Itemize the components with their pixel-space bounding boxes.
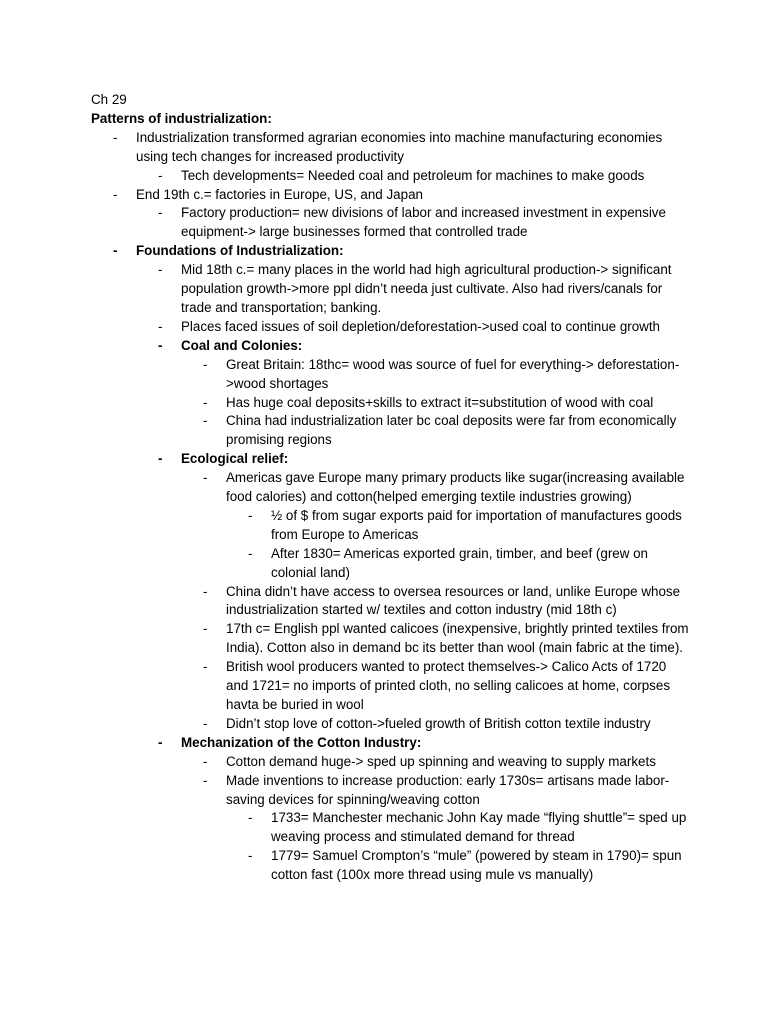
bullet-dash: - [158,167,163,183]
list-item-text: End 19th c.= factories in Europe, US, and Japan [136,186,423,202]
bullet-dash: - [248,545,253,561]
bullet-dash: - [203,772,208,788]
subsection-heading: Foundations of Industrialization: [136,243,344,259]
list-item-text: 1779= Samuel Crompton’s “mule” (powered by steam in 1790)= spun cotton fast (100x more thread using mule vs manually) [271,848,682,883]
list-item [136,337,691,450]
sub-list [136,167,691,186]
list-item [181,412,691,450]
list-item [91,129,691,186]
list-item [136,167,691,186]
list-item-text: Industrialization transformed agrarian economies into machine manufacturing economies using tech changes for increased productivity [136,129,663,164]
list-item [136,450,691,734]
list-item [91,186,691,243]
list-item [181,469,691,582]
bullet-dash: - [203,583,208,599]
list-item [226,809,691,847]
bullet-dash: - [248,848,253,864]
sub-list [226,809,691,885]
bullet-dash: - [203,715,208,731]
bullet-dash: - [203,413,208,429]
list-item-text: Cotton demand huge-> sped up spinning and weaving to supply markets [226,753,656,769]
list-item-text: China didn’t have access to oversea resources or land, unlike Europe whose industrialization started w/ textiles and cotton industry (mid 18th c) [226,583,681,618]
bullet-dash: - [113,243,118,259]
subsection-heading: Coal and Colonies: [181,337,303,353]
bullet-dash: - [158,318,163,334]
sub-list [136,261,691,885]
document-page [91,91,691,885]
bullet-dash: - [248,810,253,826]
list-item-text: Has huge coal deposits+skills to extract it=substitution of wood with coal [226,394,654,410]
bullet-dash: - [203,470,208,486]
sub-list [181,356,691,451]
list-item-text: After 1830= Americas exported grain, timber, and beef (grew on colonial land) [271,545,649,580]
bullet-dash: - [158,451,163,467]
list-item-text: British wool producers wanted to protect themselves-> Calico Acts of 1720 and 1721= no imports of printed cloth, no selling calicoes at home, corpses havta be buried in wool [226,659,671,712]
list-item-text: Americas gave Europe many primary products like sugar(increasing available food calories) and cotton(helped emerging textile industries growing) [226,470,685,505]
list-item [181,356,691,394]
list-item [181,658,691,715]
bullet-dash: - [203,753,208,769]
sub-list [181,469,691,734]
list-item-text: Mid 18th c.= many places in the world had high agricultural production-> significant population growth->more ppl didn’t needa just cultivate. Also had rivers/canals for trade and transportation; banking. [181,262,672,315]
bullet-dash: - [158,337,163,353]
sub-list [181,753,691,885]
list-item [181,394,691,413]
list-item [181,715,691,734]
list-item-text: ½ of $ from sugar exports paid for importation of manufactures goods from Europe to Americas [271,507,682,542]
list-item-text: Great Britain: 18thc= wood was source of fuel for everything-> deforestation->wood shortages [226,356,680,391]
bullet-dash: - [203,356,208,372]
outline-list [91,129,691,885]
list-item [136,204,691,242]
bullet-dash: - [158,205,163,221]
list-item [181,583,691,621]
subsection-heading: Mechanization of the Cotton Industry: [181,734,422,750]
chapter-title: Ch 29 [91,92,127,107]
bullet-dash: - [248,507,253,523]
list-item [226,507,691,545]
list-item-text: Made inventions to increase production: early 1730s= artisans made labor-saving devices for spinning/weaving cotton [226,772,670,807]
bullet-dash: - [113,186,118,202]
list-item [91,242,691,885]
list-item [181,753,691,772]
list-item [226,545,691,583]
list-item [181,620,691,658]
list-item [226,847,691,885]
list-item [136,318,691,337]
list-item [136,734,691,885]
subsection-heading: Ecological relief: [181,451,289,467]
list-item-text: 1733= Manchester mechanic John Kay made “flying shuttle”= sped up weaving process and stimulated demand for thread [271,810,687,845]
bullet-dash: - [203,394,208,410]
sub-list [136,204,691,242]
bullet-dash: - [158,734,163,750]
list-item-text: Tech developments= Needed coal and petroleum for machines to make goods [181,167,645,183]
list-item [136,261,691,318]
list-item-text: Places faced issues of soil depletion/deforestation->used coal to continue growth [181,318,661,334]
list-item-text: China had industrialization later bc coal deposits were far from economically promising regions [226,413,677,448]
bullet-dash: - [158,262,163,278]
list-item-text: Didn’t stop love of cotton->fueled growth of British cotton textile industry [226,715,651,731]
list-item [181,772,691,885]
list-item-text: 17th c= English ppl wanted calicoes (inexpensive, brightly printed textiles from India). Cotton also in demand bc its better than wool (main fabric at the time). [226,621,689,656]
bullet-dash: - [113,129,118,145]
bullet-dash: - [203,659,208,675]
list-item-text: Factory production= new divisions of labor and increased investment in expensive equipment-> large businesses formed that controlled trade [181,205,666,240]
section-heading: Patterns of industrialization: [91,110,272,126]
sub-list [226,507,691,583]
bullet-dash: - [203,621,208,637]
